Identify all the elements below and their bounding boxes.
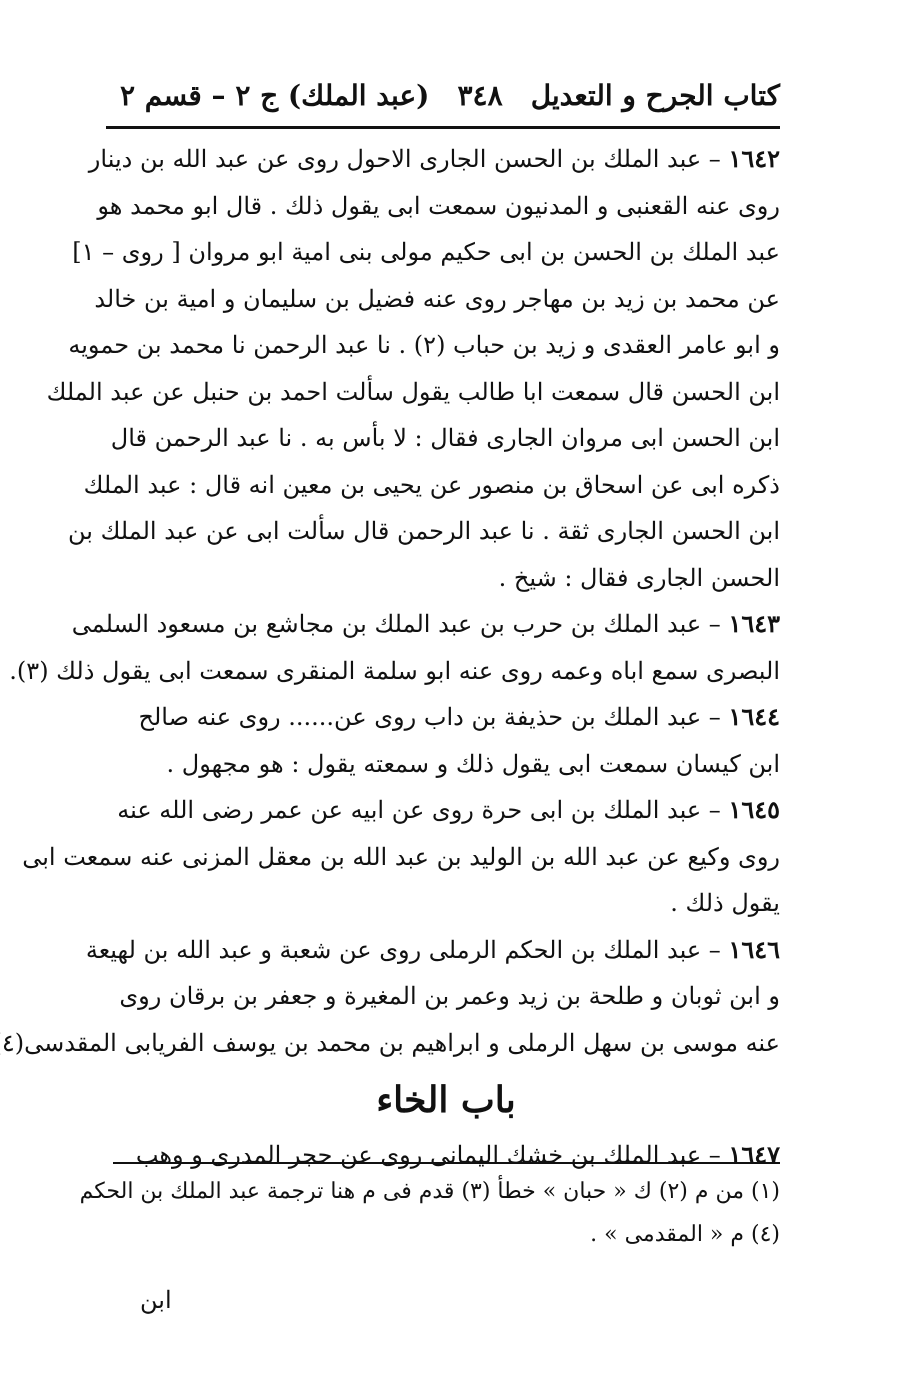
footnote-rule [113,1162,780,1164]
header-rule [106,126,780,129]
main-text [1,136,780,1179]
book-title: كتاب الجرح و التعديل [530,78,780,112]
entry-number: ١٦٤٣ [728,609,780,638]
entry-1642 [46,136,780,601]
footnotes [79,1170,780,1256]
running-head [120,70,780,120]
entry-number: ١٦٤٧ [728,1140,780,1169]
entry-text: – عبد الملك بن الحكم الرملى روى عن شعبة و عبد الله بن لهيعة [85,935,721,964]
entry-text: – عبد الملك بن حرب بن عبد الملك بن مجاشع بن مسعود السلمى [71,610,721,638]
entry-line: ابن الحسن قال سمعت ابا طالب يقول سألت احمد بن حنبل عن عبد الملك [46,377,780,406]
entry-line: عنه موسى بن سهل الرملى و ابراهيم بن محمد بن يوسف الفريابى المقدسى(٤ [1,1028,780,1057]
entry-line: و ابن ثوبان و طلحة بن زيد وعمر بن المغيرة و جعفر بن برقان روى [119,982,780,1010]
entry-text: – عبد الملك بن ابى حرة روى عن ابيه عن عمر رضى الله عنه [117,796,721,824]
entry-line: روى عنه القعنبى و المدنيون سمعت ابى يقول ذلك . قال ابو محمد هو [97,191,780,220]
entry-line [85,927,780,974]
entry-text: – عبد الملك بن خشك اليمانى روى عن حجر المدرى و وهب [135,1141,721,1169]
entry-1643 [9,601,780,694]
entry-line: البصرى سمع اباه وعمه روى عنه ابو سلمة المنقرى سمعت ابى يقول ذلك (٣). [9,656,780,685]
entry-line [71,601,780,648]
entry-line: عن محمد بن زيد بن مهاجر روى عنه فضيل بن سليمان و امية بن خالد [94,284,780,313]
entry-line: ابن الحسن ابى مروان الجارى فقال : لا بأس به . نا عبد الرحمن قال [110,424,780,452]
section-label: (عبد الملك) ج ٢ – قسم ٢ [120,78,430,112]
entry-line [88,136,780,183]
footnote-line: (٤) م « المقدمى » . [590,1222,780,1247]
entry-line: الحسن الجارى فقال : شيخ . [498,563,780,592]
entry-number: ١٦٤٤ [728,702,780,731]
entry-line: ابن الحسن الجارى ثقة . نا عبد الرحمن قال سألت ابى عن عبد الملك بن [67,517,780,545]
entry-1646 [1,927,780,1067]
entry-1645 [22,787,780,927]
footnote-line: (١) من م (٢) ك « حبان » خطأ (٣) قدم فى م هنا ترجمة عبد الملك بن الحكم [79,1179,780,1204]
page-number: ٣٤٨ [457,78,503,112]
catchword: ابن [140,1286,172,1314]
entry-line: روى وكيع عن عبد الله بن الوليد بن عبد الله بن معقل المزنى عنه سمعت ابى [22,842,780,871]
entry-line: يقول ذلك . [670,889,780,917]
entry-line [112,787,780,834]
entry-line [112,694,780,741]
entry-number: ١٦٤٦ [728,934,780,964]
entry-1644 [112,694,780,787]
entry-line: ابن كيسان سمعت ابى يقول ذلك و سمعته يقول : هو مجهول . [166,749,780,778]
entry-text: – عبد الملك بن الحسن الجارى الاحول روى عن عبد الله بن دينار [88,145,721,173]
entry-line: عبد الملك بن الحسن بن ابى حكيم مولى بنى امية ابو مروان [ روى – ١] [72,238,780,266]
entry-number: ١٦٤٢ [728,144,780,173]
entry-text: – عبد الملك بن حذيفة بن داب روى عن...... روى عنه صالح [138,703,721,731]
chapter-heading: باب الخاء [376,1079,516,1121]
entry-line: و ابو عامر العقدى و زيد بن حباب (٢) . نا عبد الرحمن نا محمد بن حمويه [68,331,780,359]
entry-number: ١٦٤٥ [728,795,780,824]
entry-line: ذكره ابى عن اسحاق بن منصور عن يحيى بن معين انه قال : عبد الملك [83,470,780,499]
